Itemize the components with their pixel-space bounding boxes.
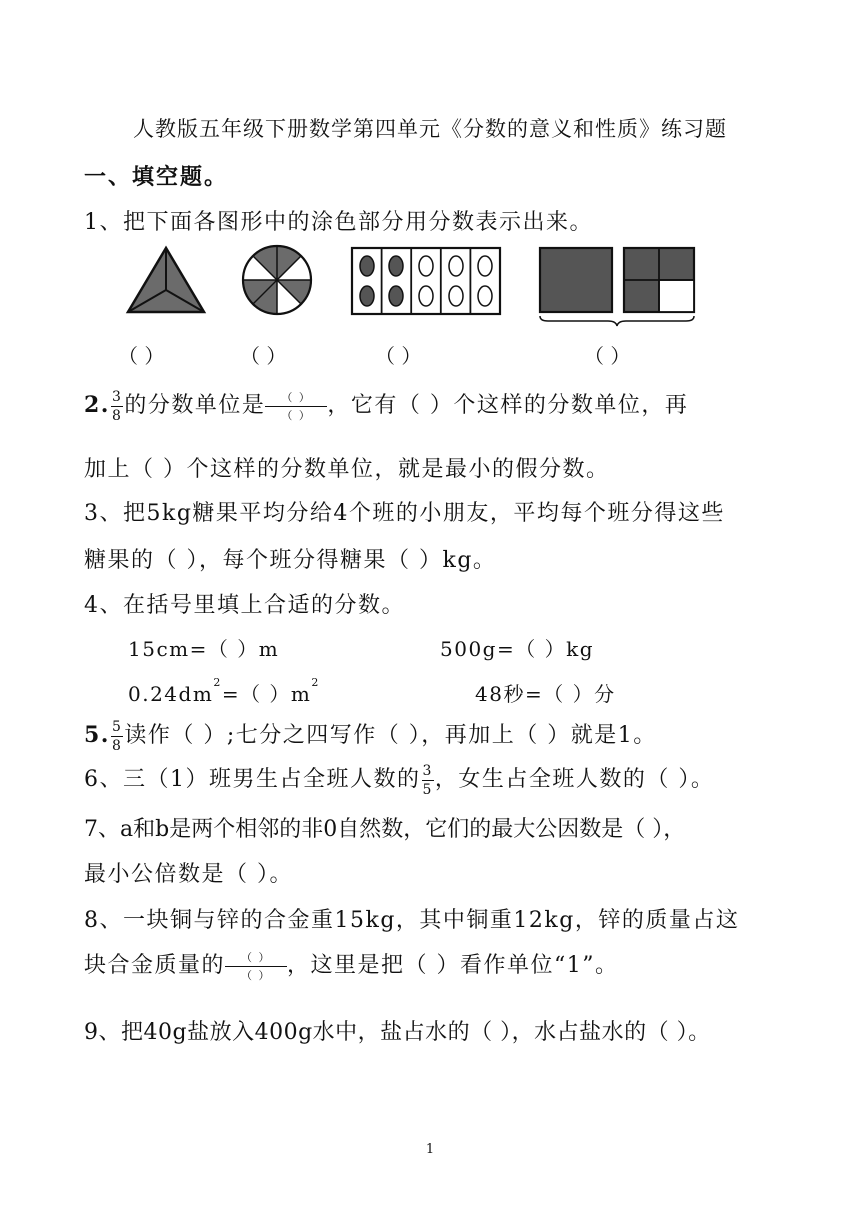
item-c-superscript-2: 2	[311, 676, 320, 689]
question-8-line-1: 8、一块铜与锌的合金重15kg，其中铜重12kg，锌的质量占这	[84, 908, 740, 933]
question-5-text: 读作（ ）;七分之四写作（ ），再加上（ ）就是1。	[124, 723, 657, 748]
question-9-text: 9、把40g盐放入400g水中，盐占水的（ ），水占盐水的（ ）。	[84, 1020, 711, 1045]
question-2-text-b: ，它有（ ）个这样的分数单位，再	[327, 393, 689, 418]
question-6-line	[84, 762, 714, 797]
question-4-item-b: 500g=（ ）kg	[440, 637, 595, 661]
figure-row	[0, 240, 860, 330]
question-8-line-2	[84, 948, 619, 981]
question-4-item-a: 15cm=（ ）m	[128, 637, 280, 661]
circle-figure	[243, 246, 311, 314]
answer-blank-1[interactable]: （ ）	[118, 344, 165, 368]
question-5-number: 5.	[84, 722, 110, 748]
section-heading: 一、填空题。	[84, 165, 229, 190]
question-8-post: ，这里是把（ ）看作单位“1”。	[287, 953, 619, 978]
answer-blank-2[interactable]: （ ）	[240, 344, 287, 368]
question-2-text-a: 的分数单位是	[124, 393, 266, 418]
fraction-numerator: 5	[111, 718, 123, 735]
fraction-5-8	[111, 720, 123, 753]
document-title: 人教版五年级下册数学第四单元《分数的意义和性质》练习题	[133, 117, 727, 141]
squares-figure	[540, 248, 694, 326]
item-c-mid: =（ ）m	[221, 682, 312, 706]
fraction-numerator: 3	[111, 388, 123, 405]
question-1-text: 1、把下面各图形中的涂色部分用分数表示出来。	[84, 210, 593, 235]
question-7-line-2: 最小公倍数是（ ）。	[84, 862, 293, 887]
fraction-denominator: 8	[111, 407, 123, 424]
question-6-post: ，女生占全班人数的（ ）。	[434, 767, 715, 792]
question-3-line-2: 糖果的（ ），每个班分得糖果（ ）kg。	[84, 548, 497, 573]
question-2-number: 2.	[84, 392, 110, 418]
fraction-numerator: 3	[422, 762, 433, 779]
question-6-pre: 6、三（1）班男生占全班人数的	[84, 767, 421, 792]
question-2-line-2: 加上（ ）个这样的分数单位，就是最小的假分数。	[84, 457, 610, 482]
item-c-superscript: 2	[213, 676, 222, 689]
question-3-line-1: 3、把5kg糖果平均分给4个班的小朋友，平均每个班分得这些	[84, 501, 725, 526]
item-c-pre: 0.24dm	[128, 682, 214, 706]
question-2-line-1	[84, 388, 688, 423]
question-5-line	[84, 718, 657, 753]
blank-denominator[interactable]: （ ）	[225, 966, 287, 981]
page-number: 1	[425, 1142, 435, 1157]
seed-grid-figure	[352, 248, 500, 314]
question-4-item-c	[128, 678, 320, 707]
question-4-text: 4、在括号里填上合适的分数。	[84, 593, 405, 618]
fraction-denominator: 5	[422, 781, 433, 798]
fraction-3-8	[111, 390, 123, 423]
fraction-denominator: 8	[111, 737, 123, 754]
question-8-pre: 块合金质量的	[84, 953, 226, 978]
blank-fraction[interactable]	[265, 392, 327, 421]
blank-numerator[interactable]: （ ）	[281, 390, 312, 404]
fraction-3-5	[422, 764, 434, 797]
blank-numerator[interactable]: （ ）	[241, 950, 272, 964]
question-7-line-1: 7、a和b是两个相邻的非0自然数，它们的最大公因数是（ ），	[84, 817, 686, 842]
answer-blank-4[interactable]: （ ）	[584, 344, 631, 368]
answer-blank-3[interactable]: （ ）	[375, 344, 422, 368]
blank-denominator[interactable]: （ ）	[265, 406, 327, 421]
blank-fraction[interactable]	[225, 952, 287, 981]
question-4-item-d: 48秒=（ ）分	[475, 682, 616, 706]
triangle-figure	[128, 248, 204, 312]
